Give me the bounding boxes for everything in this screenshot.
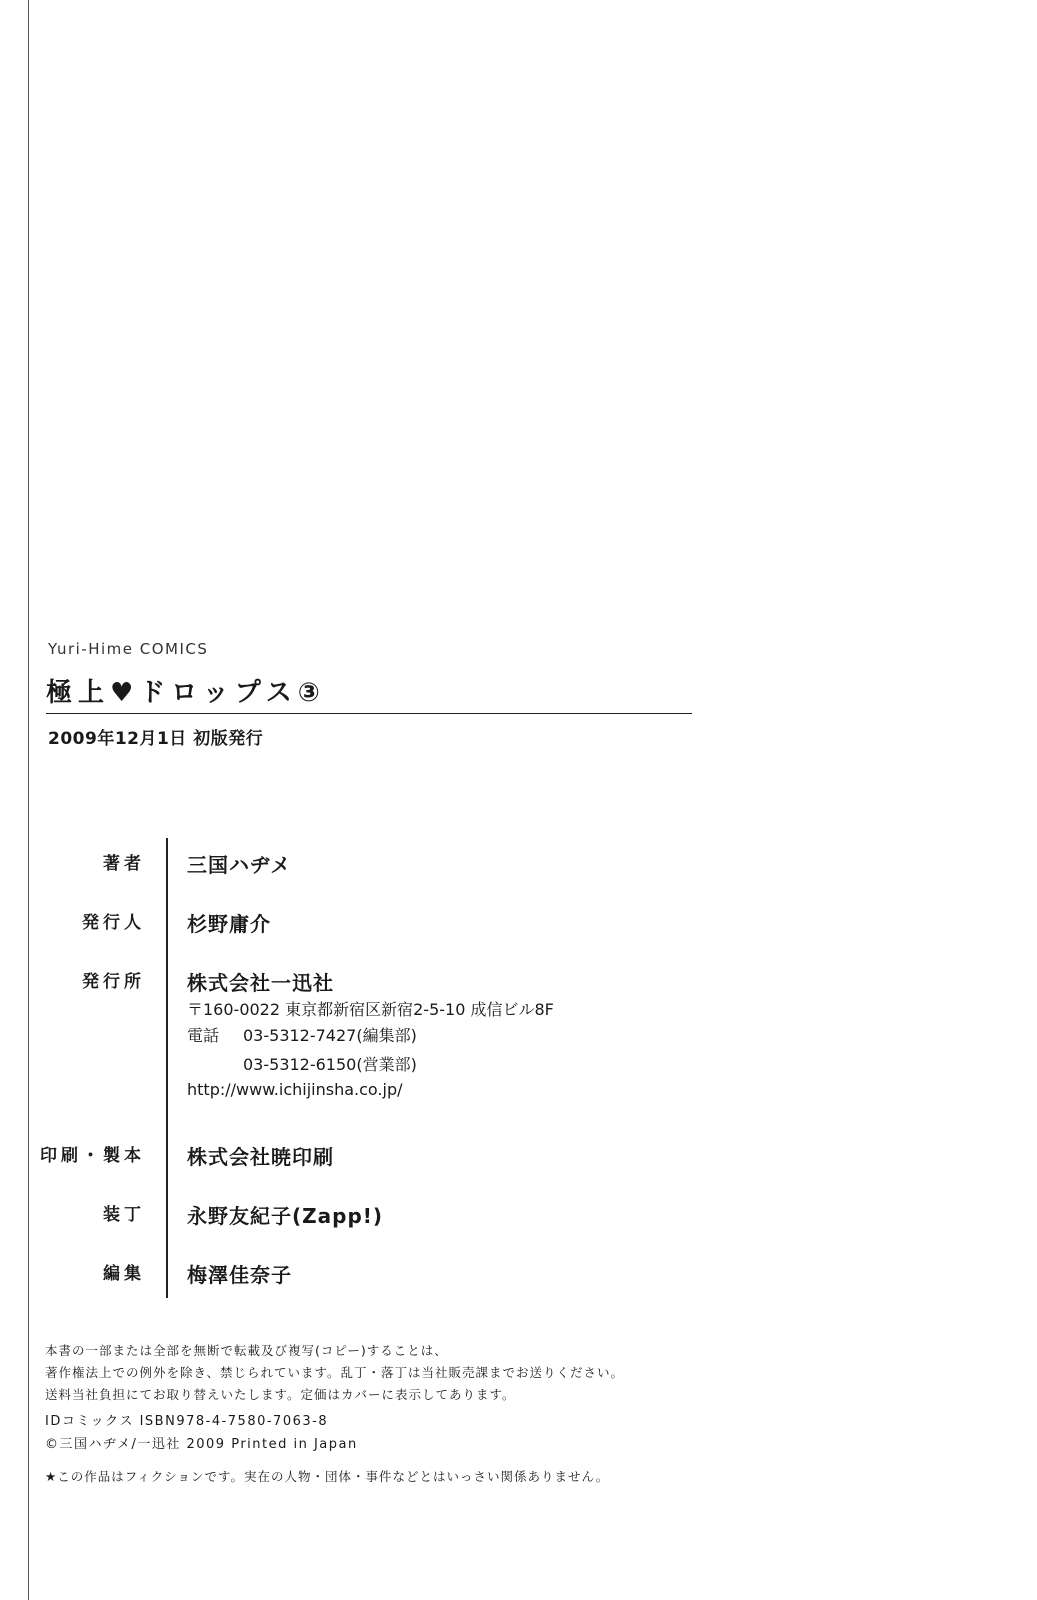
- publisher-label: 発行所: [82, 972, 145, 992]
- design-label: 装丁: [103, 1205, 145, 1225]
- page-edge-line: [28, 0, 29, 1600]
- editor-label: 編集: [103, 1264, 145, 1284]
- credits-block: [40, 838, 740, 1298]
- title-divider: [46, 713, 692, 714]
- book-title: 極上♥ドロップス③: [46, 678, 326, 708]
- legal-notice: [45, 1340, 624, 1406]
- publisher-url: http://www.ichijinsha.co.jp/: [187, 1080, 403, 1099]
- author-value: 三国ハヂメ: [187, 853, 292, 877]
- edition-date: 2009年12月1日 初版発行: [48, 729, 264, 749]
- isbn-block: [45, 1410, 358, 1456]
- printing-label: 印刷・製本: [40, 1146, 145, 1166]
- editor-value: 梅澤佳奈子: [187, 1263, 292, 1287]
- phone-sales: 03-5312-6150(営業部): [243, 1055, 417, 1074]
- publisher-address: 〒160-0022 東京都新宿区新宿2-5-10 成信ビル8F: [187, 1000, 554, 1019]
- printing-value: 株式会社暁印刷: [187, 1145, 334, 1169]
- phone-label: 電話: [187, 1026, 220, 1045]
- notice-line: 送料当社負担にてお取り替えいたします。定価はカバーに表示してあります。: [45, 1387, 516, 1402]
- series-name: Yuri-Hime COMICS: [48, 640, 209, 658]
- publisher-phone-sales: [187, 1052, 417, 1075]
- fiction-note: ★この作品はフィクションです。実在の人物・団体・事件などとはいっさい関係ありません。: [45, 1469, 610, 1484]
- copyright-line: ©三国ハヂメ/一迅社 2009 Printed in Japan: [45, 1437, 358, 1452]
- publisher-person-value: 杉野庸介: [187, 912, 271, 936]
- notice-line: 本書の一部または全部を無断で転載及び複写(コピー)することは、: [45, 1343, 448, 1358]
- publisher-phone-editorial: [187, 1023, 417, 1046]
- credits-divider: [166, 838, 168, 1298]
- phone-editorial: 03-5312-7427(編集部): [243, 1026, 417, 1045]
- notice-line: 著作権法上での例外を除き、禁じられています。乱丁・落丁は当社販売課までお送りください。: [45, 1365, 625, 1380]
- publisher-value: 株式会社一迅社: [187, 971, 334, 995]
- publisher-person-label: 発行人: [82, 913, 145, 933]
- isbn-line: IDコミックス ISBN978-4-7580-7063-8: [45, 1414, 329, 1429]
- design-value: 永野友紀子(Zapp!): [187, 1204, 384, 1228]
- author-label: 著者: [103, 854, 145, 874]
